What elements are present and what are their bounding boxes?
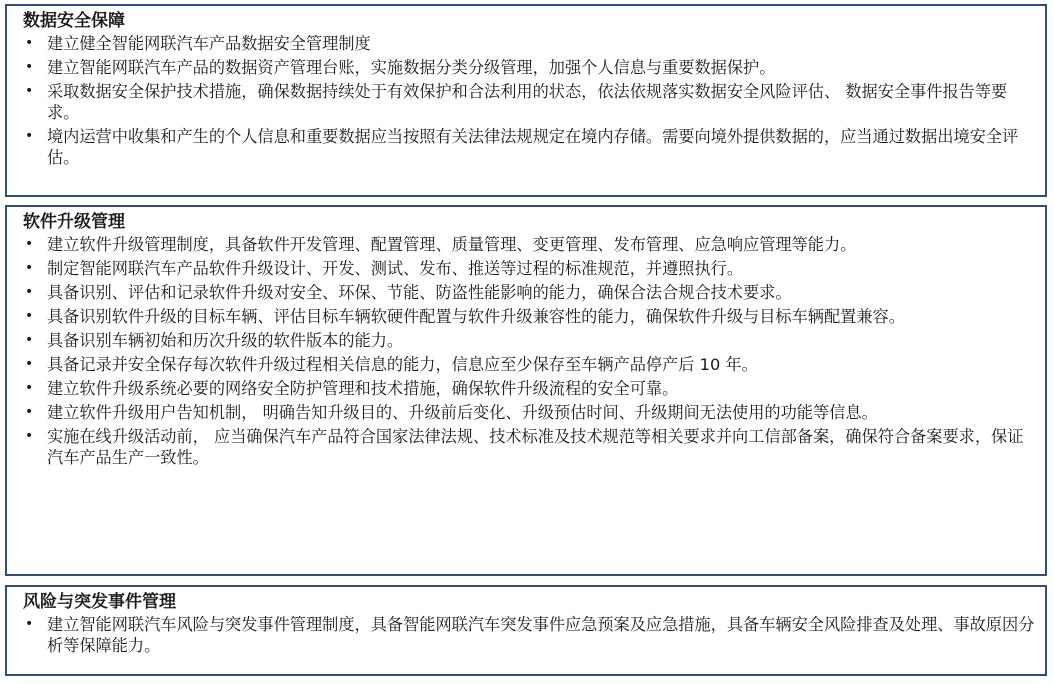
bullet-icon: • (25, 83, 34, 99)
section-software-upgrade (5, 205, 1047, 576)
list-item: • 建立智能网联汽车产品的数据资产管理台账，实施数据分类分级管理，加强个人信息与重要数据保护。 (25, 58, 776, 77)
bullet-icon: • (25, 616, 34, 632)
bullet-icon: • (25, 356, 34, 372)
list-item: • 建立智能网联汽车风险与突发事件管理制度，具备智能网联汽车突发事件应急预案及应急措施，具备车辆安全风险排查及处理、事故原因分析等保障能力。 (25, 615, 1035, 655)
section-title: 软件升级管理 (23, 212, 125, 232)
bullet-icon: • (25, 284, 34, 300)
bullet-list (23, 234, 1035, 468)
list-item: • 采取数据安全保护技术措施，确保数据持续处于有效保护和合法利用的状态，依法依规落实数据安全风险评估、 数据安全事件报告等要求。 (25, 82, 1008, 122)
bullet-icon: • (25, 35, 34, 51)
bullet-icon: • (25, 428, 34, 444)
section-data-security (5, 4, 1047, 197)
bullet-icon: • (25, 59, 34, 75)
list-item: • 建立软件升级用户告知机制， 明确告知升级目的、升级前后变化、升级预估时间、升级期间无法使用的功能等信息。 (25, 403, 878, 422)
bullet-icon: • (25, 380, 34, 396)
bullet-icon: • (25, 260, 34, 276)
list-item: • 实施在线升级活动前， 应当确保汽车产品符合国家法律法规、技术标准及技术规范等相关要求并向工信部备案，确保符合备案要求，保证汽车产品生产一致性。 (25, 427, 1024, 467)
bullet-icon: • (25, 236, 34, 252)
list-item: • 境内运营中收集和产生的个人信息和重要数据应当按照有关法律法规规定在境内存储。需要向境外提供数据的，应当通过数据出境安全评估。 (25, 127, 1019, 167)
bullet-icon: • (25, 128, 34, 144)
list-item: • 建立健全智能网联汽车产品数据安全管理制度 (25, 34, 371, 53)
list-item: • 建立软件升级系统必要的网络安全防护管理和技术措施，确保软件升级流程的安全可靠。 (25, 379, 679, 398)
list-item: • 具备识别、评估和记录软件升级对安全、环保、节能、防盗性能影响的能力，确保合法合规合技术要求。 (25, 283, 792, 302)
list-item: • 具备识别车辆初始和历次升级的软件版本的能力。 (25, 331, 404, 350)
bullet-icon: • (25, 332, 34, 348)
list-item: • 建立软件升级管理制度，具备软件开发管理、配置管理、质量管理、变更管理、发布管理、应急响应管理等能力。 (25, 235, 857, 254)
bullet-list (23, 614, 1035, 656)
bullet-list (23, 33, 1035, 168)
list-item: • 具备识别软件升级的目标车辆、评估目标车辆软硬件配置与软件升级兼容性的能力，确保软件升级与目标车辆配置兼容。 (25, 307, 905, 326)
list-item: • 具备记录并安全保存每次软件升级过程相关信息的能力，信息应至少保存至车辆产品停产后 10 年。 (25, 355, 758, 374)
bullet-icon: • (25, 404, 34, 420)
bullet-icon: • (25, 308, 34, 324)
list-item: • 制定智能网联汽车产品软件升级设计、开发、测试、发布、推送等过程的标准规范，并遵照执行。 (25, 259, 744, 278)
section-title: 风险与突发事件管理 (23, 592, 176, 612)
section-risk-management (5, 585, 1047, 676)
section-title: 数据安全保障 (23, 11, 125, 31)
